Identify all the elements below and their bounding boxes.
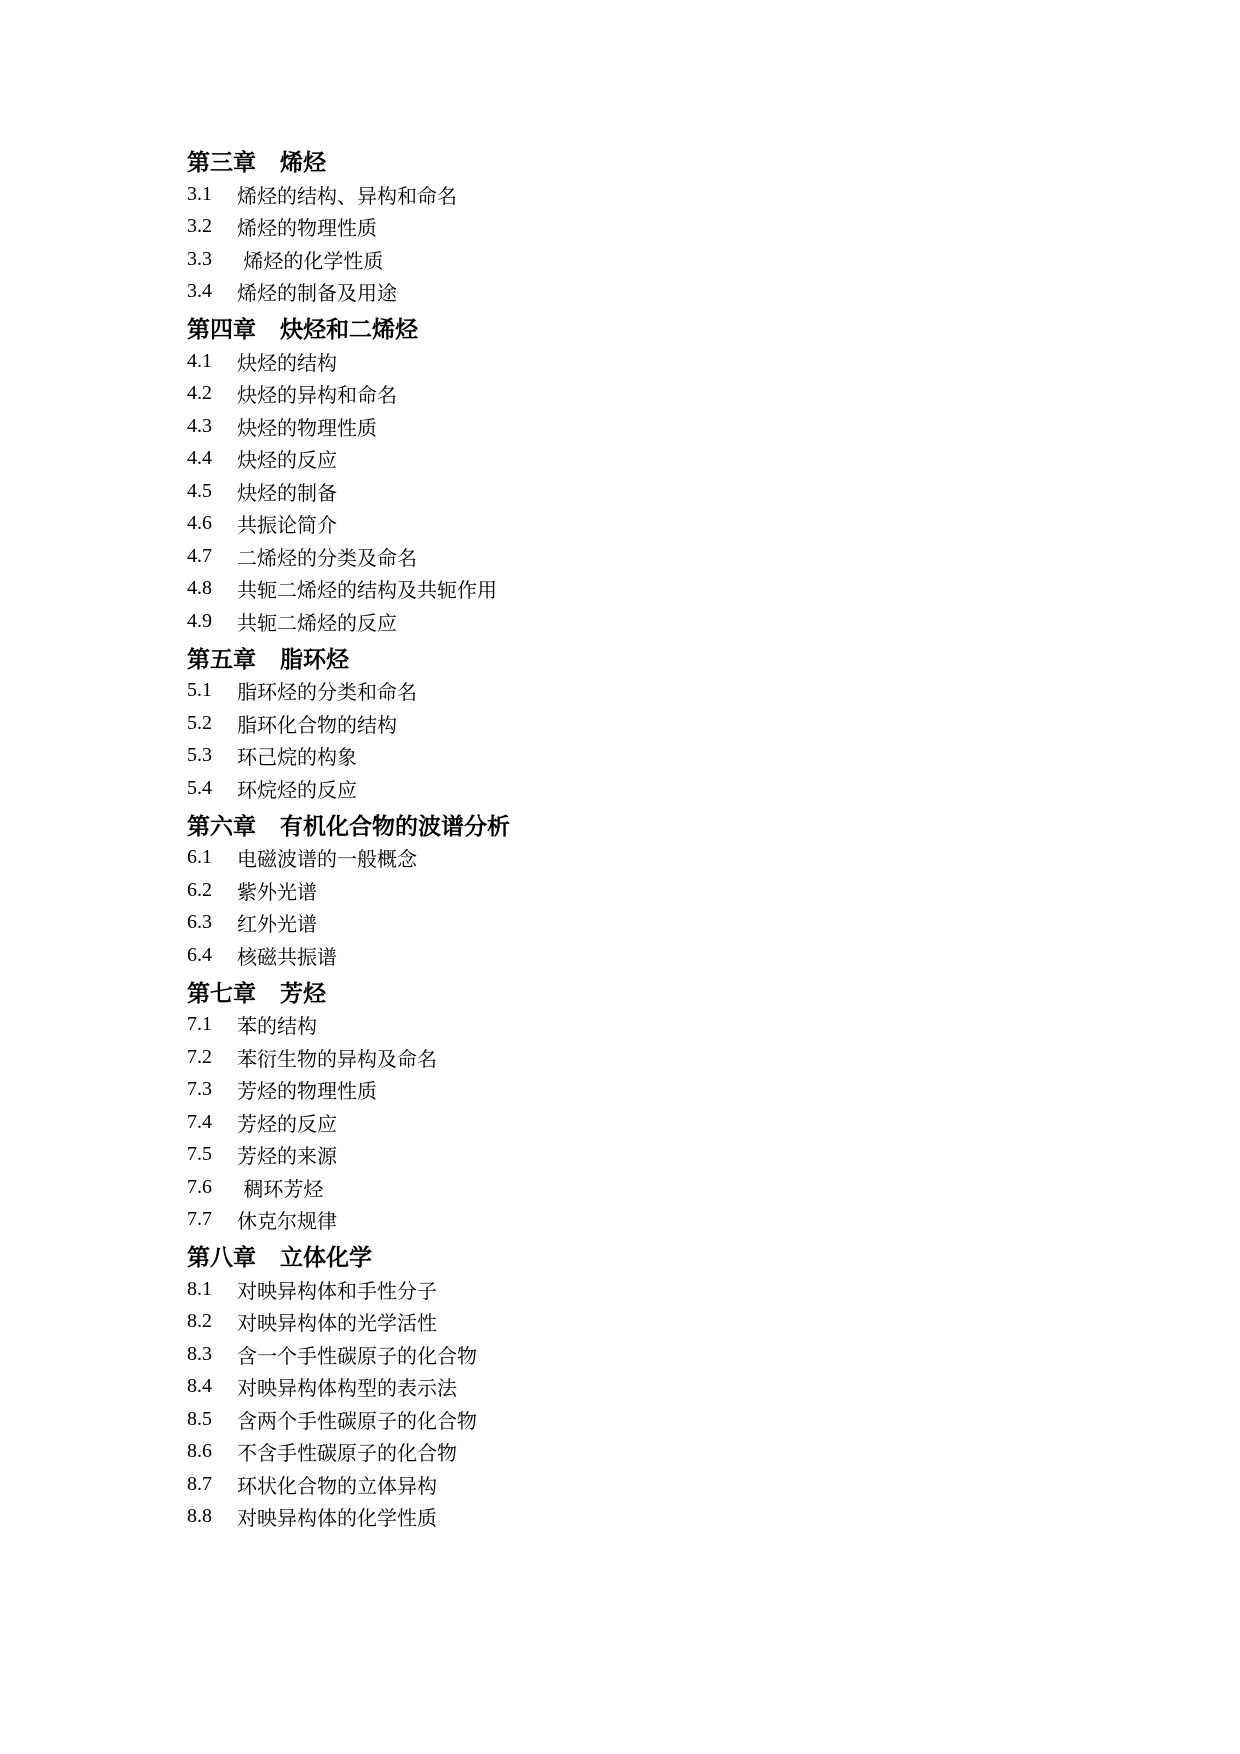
toc-entry	[187, 1468, 1087, 1501]
section-number: 7.7	[187, 1208, 212, 1231]
chapter-label: 第五章	[187, 646, 256, 673]
section-title: 炔烃的物理性质	[237, 415, 377, 440]
section-title: 含一个手性碳原子的化合物	[237, 1343, 477, 1368]
section-number: 4.3	[187, 414, 212, 437]
section-title: 不含手性碳原子的化合物	[237, 1441, 457, 1466]
toc-entry	[187, 573, 1087, 606]
toc-entry	[187, 276, 1087, 309]
toc-entry	[187, 939, 1087, 972]
toc-entry	[187, 475, 1087, 508]
section-number: 7.3	[187, 1078, 212, 1101]
table-of-contents	[187, 148, 1087, 1533]
section-title: 炔烃的制备	[237, 480, 337, 505]
section-number: 7.2	[187, 1045, 212, 1068]
section-title: 炔烃的异构和命名	[237, 383, 397, 408]
section-number: 6.2	[187, 878, 212, 901]
chapter-heading	[187, 812, 1087, 842]
toc-entry	[187, 874, 1087, 907]
toc-entry	[187, 605, 1087, 638]
section-number: 3.3	[187, 247, 212, 270]
section-number: 4.8	[187, 577, 212, 600]
section-title: 脂环烃的分类和命名	[237, 680, 417, 705]
section-number: 4.5	[187, 479, 212, 502]
chapter-title: 脂环烃	[280, 646, 349, 673]
toc-entry	[187, 345, 1087, 378]
section-number: 6.4	[187, 943, 212, 966]
chapter-label: 第七章	[187, 980, 256, 1007]
toc-entry	[187, 1371, 1087, 1404]
toc-entry	[187, 378, 1087, 411]
section-title: 芳烃的反应	[237, 1111, 337, 1136]
chapter-title: 炔烃和二烯烃	[280, 317, 418, 343]
section-title: 环状化合物的立体异构	[237, 1473, 437, 1498]
section-title: 含两个手性碳原子的化合物	[237, 1408, 477, 1433]
section-title: 烯烃的结构、异构和命名	[237, 183, 457, 208]
section-title: 烯烃的化学性质	[237, 248, 384, 273]
toc-entry	[187, 842, 1087, 875]
section-title: 环烷烃的反应	[237, 777, 357, 802]
chapter	[187, 979, 1087, 1237]
toc-entry	[187, 1273, 1087, 1306]
section-title: 共振论简介	[237, 513, 337, 538]
chapter-label: 第六章	[187, 813, 256, 840]
section-number: 8.4	[187, 1375, 212, 1398]
toc-entry	[187, 1403, 1087, 1436]
section-number: 3.2	[187, 215, 212, 238]
section-title: 共轭二烯烃的反应	[237, 610, 397, 635]
section-title: 对映异构体和手性分子	[237, 1278, 437, 1303]
section-number: 8.1	[187, 1277, 212, 1300]
chapter-heading	[187, 148, 1087, 178]
section-title: 烯烃的物理性质	[237, 216, 377, 241]
section-number: 8.2	[187, 1310, 212, 1333]
section-title: 对映异构体构型的表示法	[237, 1376, 457, 1401]
chapter	[187, 812, 1087, 972]
section-number: 7.4	[187, 1110, 212, 1133]
toc-entry	[187, 243, 1087, 276]
chapter-title: 芳烃	[280, 980, 326, 1007]
chapter-label: 第三章	[187, 150, 256, 176]
chapter-heading	[187, 1243, 1087, 1273]
section-title: 环己烷的构象	[237, 745, 357, 770]
toc-entry	[187, 540, 1087, 573]
chapter-heading	[187, 315, 1087, 345]
section-number: 8.8	[187, 1505, 212, 1528]
chapter	[187, 148, 1087, 308]
section-title: 苯的结构	[237, 1014, 317, 1039]
section-title: 核磁共振谱	[237, 944, 337, 969]
section-title: 炔烃的结构	[237, 350, 337, 375]
toc-entry	[187, 178, 1087, 211]
section-title: 脂环化合物的结构	[237, 712, 397, 737]
section-number: 4.9	[187, 609, 212, 632]
chapter	[187, 645, 1087, 805]
chapter	[187, 315, 1087, 638]
section-number: 3.4	[187, 280, 212, 303]
section-title: 紫外光谱	[237, 879, 317, 904]
section-number: 5.3	[187, 744, 212, 767]
section-title: 芳烃的来源	[237, 1144, 337, 1169]
section-title: 电磁波谱的一般概念	[237, 847, 417, 872]
toc-entry	[187, 707, 1087, 740]
section-title: 苯衍生物的异构及命名	[237, 1046, 437, 1071]
chapter-title: 有机化合物的波谱分析	[280, 813, 510, 840]
toc-entry	[187, 443, 1087, 476]
chapter	[187, 1243, 1087, 1533]
section-number: 5.2	[187, 711, 212, 734]
toc-entry	[187, 211, 1087, 244]
section-number: 7.6	[187, 1175, 212, 1198]
section-number: 4.2	[187, 382, 212, 405]
chapter-heading	[187, 979, 1087, 1009]
toc-entry	[187, 772, 1087, 805]
section-title: 共轭二烯烃的结构及共轭作用	[237, 578, 497, 603]
section-number: 6.3	[187, 911, 212, 934]
toc-entry	[187, 1204, 1087, 1237]
toc-entry	[187, 675, 1087, 708]
chapter-title: 立体化学	[280, 1245, 372, 1271]
toc-entry	[187, 1041, 1087, 1074]
section-number: 7.1	[187, 1013, 212, 1036]
section-number: 4.1	[187, 349, 212, 372]
toc-entry	[187, 1009, 1087, 1042]
section-number: 8.3	[187, 1342, 212, 1365]
chapter-title: 烯烃	[280, 150, 326, 176]
toc-entry	[187, 740, 1087, 773]
section-number: 4.4	[187, 447, 212, 470]
toc-entry	[187, 1074, 1087, 1107]
toc-entry	[187, 1306, 1087, 1339]
section-number: 7.5	[187, 1143, 212, 1166]
section-number: 8.5	[187, 1407, 212, 1430]
section-title: 对映异构体的化学性质	[237, 1506, 437, 1531]
section-number: 4.6	[187, 512, 212, 535]
section-number: 8.7	[187, 1472, 212, 1495]
toc-entry	[187, 1171, 1087, 1204]
chapter-heading	[187, 645, 1087, 675]
chapter-label: 第八章	[187, 1245, 256, 1271]
section-title: 稠环芳烃	[237, 1176, 324, 1201]
section-number: 6.1	[187, 846, 212, 869]
section-title: 炔烃的反应	[237, 448, 337, 473]
toc-entry	[187, 410, 1087, 443]
section-number: 8.6	[187, 1440, 212, 1463]
toc-entry	[187, 907, 1087, 940]
section-number: 5.4	[187, 776, 212, 799]
section-number: 5.1	[187, 679, 212, 702]
chapter-label: 第四章	[187, 317, 256, 343]
toc-entry	[187, 1106, 1087, 1139]
section-title: 休克尔规律	[237, 1209, 337, 1234]
section-number: 4.7	[187, 544, 212, 567]
section-number: 3.1	[187, 182, 212, 205]
toc-entry	[187, 1338, 1087, 1371]
section-title: 烯烃的制备及用途	[237, 281, 397, 306]
toc-entry	[187, 1436, 1087, 1469]
section-title: 对映异构体的光学活性	[237, 1311, 437, 1336]
toc-entry	[187, 508, 1087, 541]
section-title: 红外光谱	[237, 912, 317, 937]
toc-entry	[187, 1139, 1087, 1172]
section-title: 芳烃的物理性质	[237, 1079, 377, 1104]
section-title: 二烯烃的分类及命名	[237, 545, 417, 570]
toc-entry	[187, 1501, 1087, 1534]
